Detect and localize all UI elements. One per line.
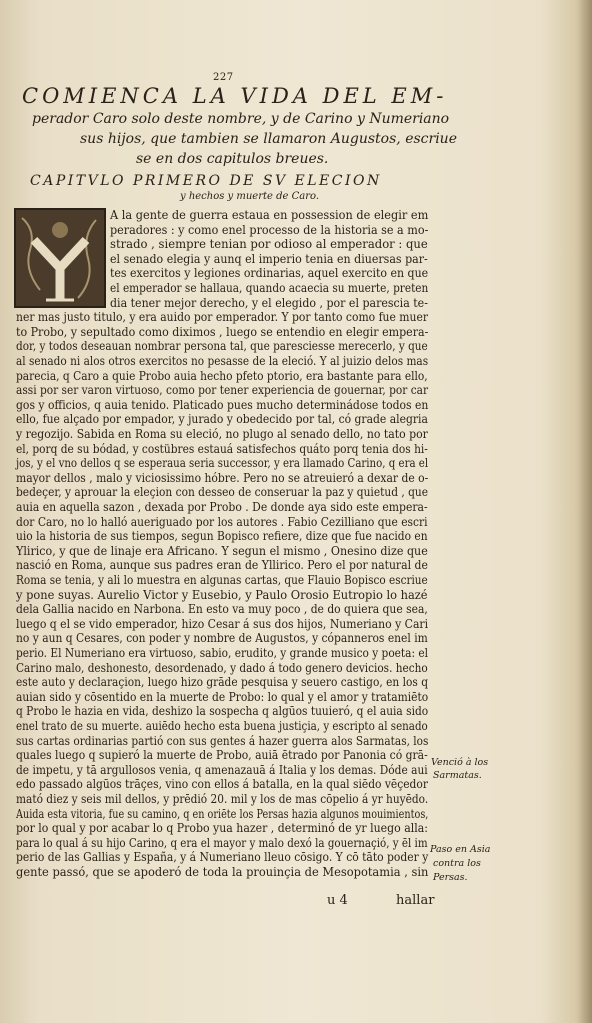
body-line: ner mas justo titulo, y era auido por emperador. Y por tanto como fue muer xyxy=(16,310,428,325)
body-line: auia en aquella sazon , dexada por Probo . De donde aya sido este empera- xyxy=(16,500,428,514)
body-line: jos, y el vno dellos q se esperaua seria successor, y era llamado Carino, q era el xyxy=(16,456,429,471)
body-line: perio. El Numeriano era virtuoso, sabio, erudito, y grande musico y poeta: el xyxy=(16,646,429,660)
heading-line-1: COMIENCA LA VIDA DEL EM- xyxy=(22,84,448,108)
body-line: perio de las Gallias y España, y á Numeriano lleuo cōsigo. Y cō tāto poder y xyxy=(16,850,429,865)
body-line: dela Gallia nacido en Narbona. En esto va muy poco , de do quiera que sea, xyxy=(16,602,428,617)
heading-line-4: se en dos capitulos breues. xyxy=(136,151,329,167)
body-line: no y aun q Cesares, con poder y nombre de Augustos, y cópanneros enel im xyxy=(16,631,428,646)
margin-note-2-line-2: contra los xyxy=(433,858,481,869)
body-line: assi por ser varon virtuoso, como por tener experiencia de gouernar, por car xyxy=(16,383,429,398)
heading-line-3: sus hijos, que tambien se llamaron Augustos, escriue xyxy=(80,131,457,147)
body-line: sus cartas ordinarias partió con sus gentes á hazer guerra alos Sarmatas, los xyxy=(16,733,429,748)
heading-line-2: perador Caro solo deste nombre, y de Carino y Numeriano xyxy=(32,111,450,127)
body-line: gos y officios, q auia tenido. Platicado pues mucho determinádose todos en xyxy=(16,397,429,412)
body-line: strado , siempre tenian por odioso al emperador : que xyxy=(110,237,428,252)
body-line: al senado ni alos otros exercitos no pesasse de la eleció. Y al juizio delos mas xyxy=(16,354,429,368)
margin-note-2-line-3: Persas. xyxy=(433,872,468,883)
body-line: por lo qual y por acabar lo q Probo yua hazer , determinó de yr luego alla: xyxy=(16,821,428,836)
body-line: y regozijo. Sabida en Roma su eleció, no plugo al senado dello, no tato por xyxy=(16,427,428,441)
body-line: este auto y declaraçion, luego hizo grāde pesquisa y seuero castigo, en los q xyxy=(16,675,428,690)
margin-note-1-line-2: Sarmatas. xyxy=(433,770,482,781)
body-line: para lo qual á su hijo Carino, q era el mayor y malo dexó la gouernaçió, y ēl im xyxy=(16,835,428,850)
body-line: q Probo le hazia en vida, deshizo la sospecha q algūos tuuieró, q el auia sido xyxy=(16,704,429,719)
body-line: Roma se tenia, y ali lo muestra en algunas cartas, que Flauio Bopisco escriue xyxy=(16,573,428,587)
margin-note-2-line-1: Paso en Asia xyxy=(430,844,491,855)
body-line: y pone suyas. Aurelio Victor y Eusebio, y Paulo Orosio Eutropio lo hazé xyxy=(16,587,428,602)
body-line: tes exercitos y legiones ordinarias, aquel exercito en que xyxy=(110,266,429,281)
body-line: auian sido y cōsentido en la muerte de Probo: lo qual y el amor y tratamiēto xyxy=(16,689,429,704)
body-line: ello, fue alçado por empador, y jurado y obedecido por tal, có grade alegria xyxy=(16,412,428,427)
body-line: Carino malo, deshonesto, desordenado, y dado á todo genero devicios. hecho xyxy=(16,660,428,675)
catchword: hallar xyxy=(396,893,435,908)
body-line: Ylirico, y que de linaje era Africano. Y segun el mismo , Onesino dize que xyxy=(16,543,428,558)
body-line: luego q el se vido emperador, hizo Cesar á sus dos hijos, Numeriano y Cari xyxy=(16,616,429,631)
chapter-subtitle: y hechos y muerte de Caro. xyxy=(180,191,320,202)
body-line: edo passado algūos trāçes, vino con ellos á batalla, en la qual siēdo vēçedor xyxy=(16,777,428,792)
folio-number: 227 xyxy=(213,72,234,83)
body-line: mató diez y seis mil dellos, y prēdió 20. mil y los de mas cōpelio á yr huyēdo. xyxy=(16,792,429,806)
body-line: el emperador se hallaua, quando acaecia su muerte, preten xyxy=(110,281,429,295)
body-line: A la gente de guerra estaua en possession de elegir em xyxy=(110,208,429,222)
body-line: quales luego q supieró la muerte de Probo, auiā ētrado por Panonia có grā- xyxy=(16,748,428,763)
body-line: el senado elegia y aunq el imperio tenia en diuersas par- xyxy=(110,251,428,266)
body-line: bedeçer, y aprouar la eleçion con desseo de conseruar la paz y quietud , que xyxy=(16,485,429,500)
signature-mark: u 4 xyxy=(327,893,348,908)
page-spine-shadow xyxy=(578,0,592,1023)
body-line: peradores : y como enel processo de la historia se a mo- xyxy=(110,222,429,237)
chapter-title: CAPITVLO PRIMERO DE SV ELECION xyxy=(30,173,382,189)
margin-note-1-line-1: Venció à los xyxy=(431,757,489,768)
body-line: nasció en Roma, aunque sus padres eran de Yllirico. Pero el por natural de xyxy=(16,558,428,573)
decorated-initial xyxy=(14,208,106,308)
body-line: el, porq de su bódad, y costübres estauá satisfechos quáto porq tenia dos hi- xyxy=(16,441,428,456)
initial-ornament-icon xyxy=(16,210,104,306)
body-line: parecia, q Caro a quie Probo auia hecho pfeto ptorio, era bastante para ello, xyxy=(16,368,428,383)
body-line: to Probo, y sepultado como diximos , luego se entendio en elegir empera- xyxy=(16,324,429,339)
body-line: dor Caro, no lo halló aueriguado por los autores . Fabio Cezilliano que escri xyxy=(16,514,428,529)
body-line: enel trato de su muerte. auiēdo hecho esta buena justiçia, y escripto al senado xyxy=(16,719,428,733)
body-line: mayor dellos , malo y viciosissimo hóbre. Pero no se atreuieró a dexar de o- xyxy=(16,470,429,485)
body-line: gente passó, que se apoderó de toda la prouinçia de Mesopotamia , sin xyxy=(16,865,429,879)
body-line: dia tener mejor derecho, y el elegido , por el parescia te- xyxy=(110,295,428,310)
body-line: dor, y todos deseauan nombrar persona tal, que paresciesse merecerlo, y que xyxy=(16,339,428,354)
body-line: Auida esta vitoria, fue su camino, q en oriēte los Persas hazia algunos mouimientos, xyxy=(16,806,429,821)
body-line: de impetu, y tā argullosos venia, q amenazauā á Italia y los demas. Dóde aui xyxy=(16,762,428,777)
body-line: uio la historia de sus tiempos, segun Bopisco refiere, dize que fue nacido en xyxy=(16,529,428,544)
